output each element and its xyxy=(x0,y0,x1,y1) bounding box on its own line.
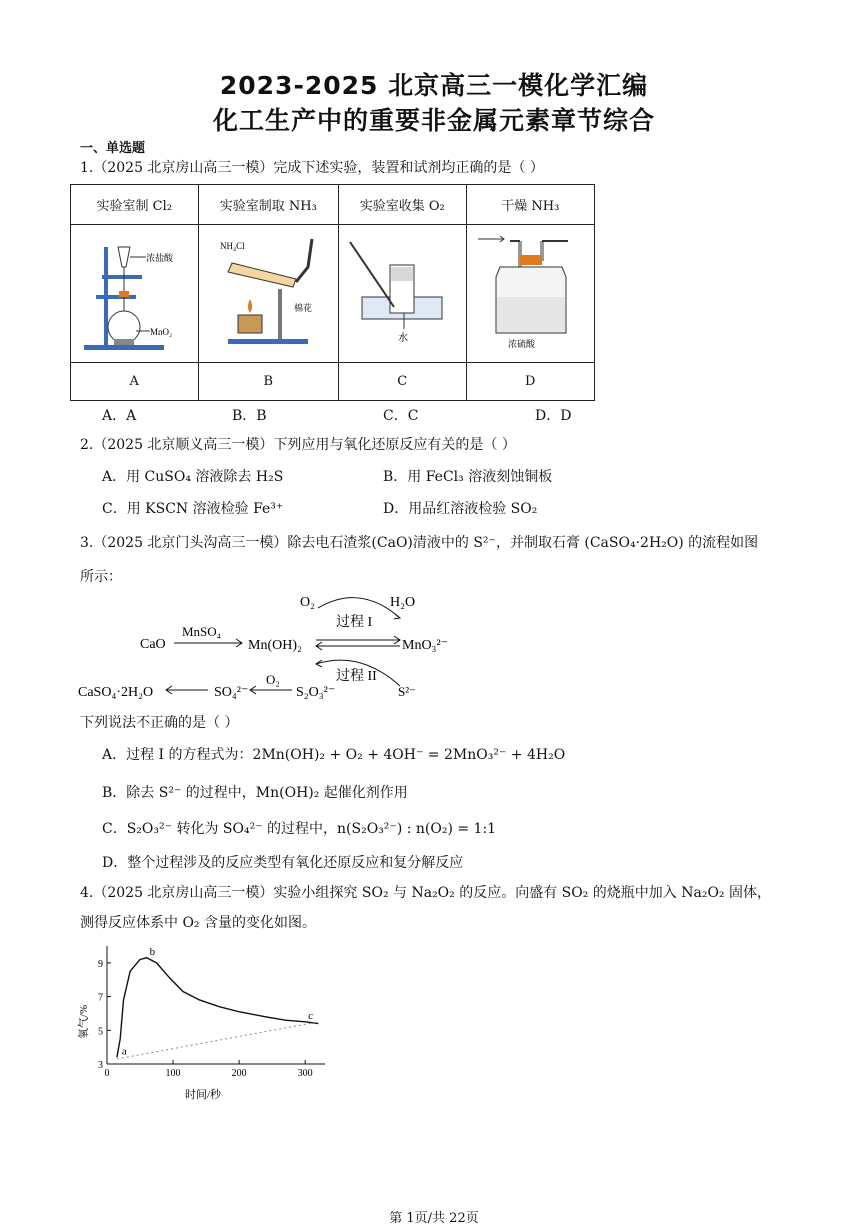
chart-y-tick-label: 7 xyxy=(98,992,103,1004)
q1-label-nh4cl: NH₄Cl xyxy=(220,240,245,251)
chart-y-tick-label: 9 xyxy=(98,958,103,970)
chart-x-tick-label: 300 xyxy=(297,1068,313,1079)
chart-x-tick-label: 100 xyxy=(165,1068,181,1079)
q1-option-c: C．C xyxy=(383,408,419,424)
q2-stem: 2.（2025 北京顺义高三一模）下列应用与氧化还原反应有关的是（ ） xyxy=(80,437,516,453)
q1-option-a: A．A xyxy=(102,408,137,424)
chart-baseline xyxy=(117,1022,318,1059)
q3-prompt: 下列说法不正确的是（ ） xyxy=(80,715,239,731)
q1-label-b: B xyxy=(198,363,339,401)
q1-img-d xyxy=(466,225,594,363)
q3-stem-line2: 所示： xyxy=(80,569,122,585)
q1-apparatus-table xyxy=(70,184,595,401)
flow-o2-top: O₂ xyxy=(300,595,315,610)
chart-ylabel: 氧气/% xyxy=(78,1004,90,1040)
page-footer: 第 1页/共 22页 xyxy=(389,1211,479,1226)
flow-cao: CaO xyxy=(140,637,166,652)
o2-content-chart xyxy=(75,938,335,1100)
chlorine-apparatus-image xyxy=(74,227,194,357)
q1-label-water: 水 xyxy=(398,332,409,344)
flow-s2: S²⁻ xyxy=(398,684,416,699)
q2-option-a: A．用 CuSO₄ 溶液除去 H₂S xyxy=(102,469,284,485)
q1-img-c xyxy=(339,225,467,363)
q4-stem-line2: 测得反应体系中 O₂ 含量的变化如图。 xyxy=(80,915,316,931)
q1-img-a xyxy=(71,225,199,363)
chart-point-label: c xyxy=(308,1009,314,1022)
flow-h2o-top: H₂O xyxy=(390,595,416,610)
q1-option-d: D．D xyxy=(535,408,572,424)
flow-mnoh2: Mn(OH)₂ xyxy=(248,638,302,653)
chart-xlabel: 时间/秒 xyxy=(184,1089,222,1100)
q1-header-d: 干燥 NH₃ xyxy=(466,185,594,225)
q3-flow-diagram xyxy=(70,588,450,703)
oxygen-collection-image xyxy=(342,227,462,357)
flow-gypsum: CaSO₄·2H₂O xyxy=(78,685,154,700)
q1-label-mno2: MnO₂ xyxy=(150,326,173,337)
q1-header-a: 实验室制 Cl₂ xyxy=(71,185,199,225)
section-heading: 一、单选题 xyxy=(80,141,146,156)
chart-x-tick-label: 0 xyxy=(104,1068,110,1079)
q2-option-c: C．用 KSCN 溶液检验 Fe³⁺ xyxy=(102,501,284,517)
flow-mnso4: MnSO₄ xyxy=(182,624,222,639)
q3-option-d: D．整个过程涉及的反应类型有氧化还原反应和复分解反应 xyxy=(102,855,464,871)
chart-y-tick-label: 5 xyxy=(98,1026,103,1038)
flow-so4: SO₄²⁻ xyxy=(214,685,249,700)
chart-y-tick-label: 3 xyxy=(98,1060,103,1071)
chart-x-tick-label: 200 xyxy=(231,1068,247,1079)
q3-option-a: A．过程 I 的方程式为：2Mn(OH)₂ + O₂ + 4OH⁻ = 2MnO₃²⁻ + 4H₂O xyxy=(102,747,566,763)
q1-label-a: A xyxy=(71,363,199,401)
ammonia-apparatus-image xyxy=(208,227,328,357)
q1-label-hcl: 浓盐酸 xyxy=(146,252,174,263)
q1-label-h2so4: 浓硫酸 xyxy=(508,338,536,349)
drying-bottle-image xyxy=(470,227,590,357)
q1-label-c: C xyxy=(339,363,467,401)
flow-mno3: MnO₃²⁻ xyxy=(402,638,449,653)
q3-option-c: C．S₂O₃²⁻ 转化为 SO₄²⁻ 的过程中，n(S₂O₃²⁻) : n(O₂) = 1:1 xyxy=(102,821,497,837)
q1-img-b xyxy=(198,225,339,363)
doc-title-line1: 2023-2025 北京高三一模化学汇编 xyxy=(219,71,649,100)
q1-header-b: 实验室制取 NH₃ xyxy=(198,185,339,225)
flow-o2-mid: O₂ xyxy=(266,672,280,687)
q1-stem: 1.（2025 北京房山高三一模）完成下述实验，装置和试剂均正确的是（ ） xyxy=(80,160,544,176)
flow-s2o3: S₂O₃²⁻ xyxy=(296,685,336,700)
q4-stem-line1: 4.（2025 北京房山高三一模）实验小组探究 SO₂ 与 Na₂O₂ 的反应。向盛有 SO₂ 的烧瓶中加入 Na₂O₂ 固体， xyxy=(80,885,771,901)
q1-option-b: B．B xyxy=(232,408,267,424)
chart-series-line xyxy=(117,958,318,1057)
doc-title-line2: 化工生产中的重要非金属元素章节综合 xyxy=(212,106,655,135)
q1-label-cotton: 棉花 xyxy=(294,302,313,313)
q1-header-c: 实验室收集 O₂ xyxy=(339,185,467,225)
q2-option-d: D．用品红溶液检验 SO₂ xyxy=(383,501,538,517)
flow-proc2: 过程 II xyxy=(336,669,377,684)
q2-option-b: B．用 FeCl₃ 溶液刻蚀铜板 xyxy=(383,469,553,485)
q3-stem-line1: 3.（2025 北京门头沟高三一模）除去电石渣浆(CaO)清液中的 S²⁻，并制取石膏 (CaSO₄·2H₂O) 的流程如图 xyxy=(80,535,759,551)
chart-point-label: b xyxy=(149,945,156,958)
chart-point-label: a xyxy=(121,1045,127,1058)
q1-label-d: D xyxy=(466,363,594,401)
q3-option-b: B．除去 S²⁻ 的过程中，Mn(OH)₂ 起催化剂作用 xyxy=(102,785,408,801)
flow-proc1: 过程 I xyxy=(336,615,373,630)
